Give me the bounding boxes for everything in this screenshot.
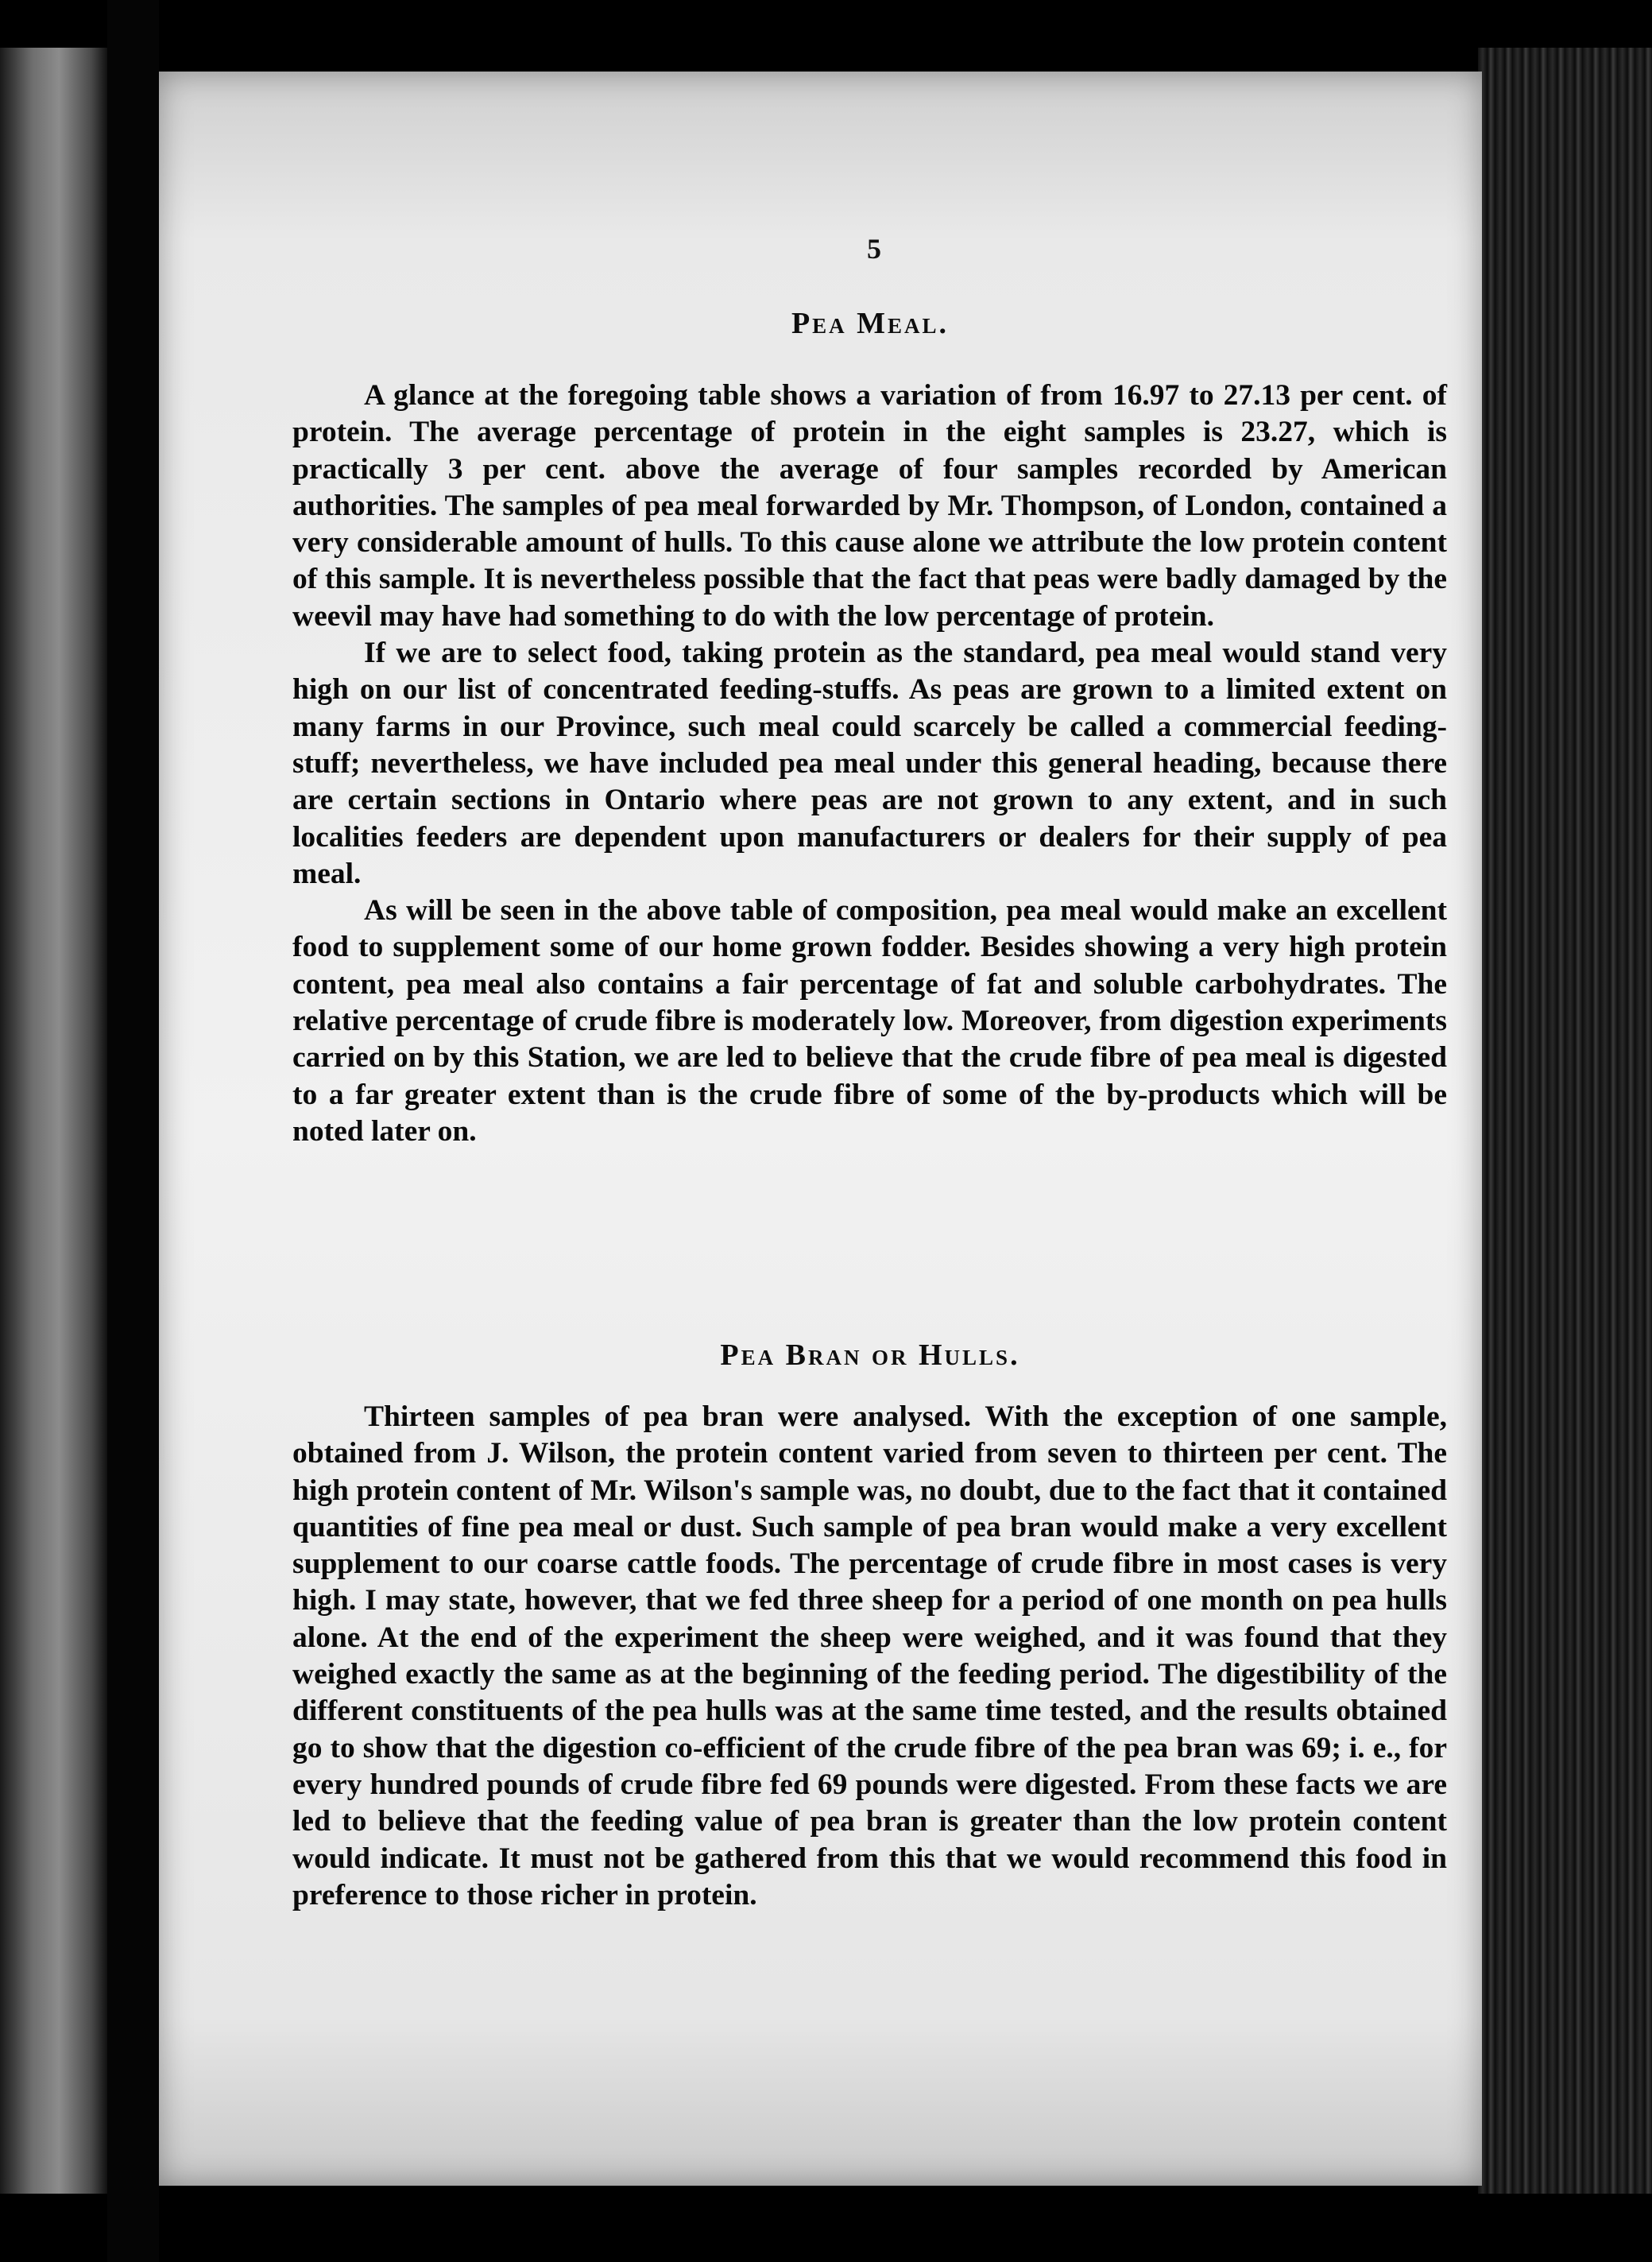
section-body-pea-bran — [292, 1399, 1447, 1914]
paragraph: As will be seen in the above table of composition, pea meal would make an excellent food to supplement some of our home grown fodder. Besides showing a very high protein content, pea meal also contains a fair percentage of fat and soluble carbohydrates. The relative percentage of crude fibre is moderately low. Moreover, from digestion experiments carried on by this Station, we are led to believe that the crude fibre of pea meal is digested to a far greater extent than is the crude fibre of some of the by-products which will be noted later on. — [292, 894, 1447, 1148]
page-stack-edges — [1478, 48, 1652, 2194]
paragraph: If we are to select food, taking protein as the standard, pea meal would stand very high on our list of concentrated feeding-stuffs. As peas are grown to a limited extent on many farms in our Province, such meal could scarcely be called a commercial feeding-stuff; nevertheless, we have included pea meal under this general heading, because there are certain sections in Ontario where peas are not grown to any extent, and in such localities feeders are dependent upon manufacturers or dealers for their supply of pea meal. — [292, 637, 1447, 890]
paragraph: A glance at the foregoing table shows a variation of from 16.97 to 27.13 per cent. of protein. The average percentage of protein in the eight samples is 23.27, which is practically 3 per cent. above the average of four samples recorded by American authorities. The samples of pea meal forwarded by Mr. Thompson, of London, contained a very considerable amount of hulls. To this cause alone we attribute the low protein content of this sample. It is nevertheless possible that the fact that peas were badly damaged by the weevil may have had something to do with the low percentage of protein. — [292, 379, 1447, 633]
section-heading-pea-meal: Pea Meal. — [791, 307, 950, 340]
facing-page-edge — [0, 48, 107, 2194]
section-body-pea-meal — [292, 378, 1447, 1150]
book-gutter — [107, 0, 159, 2262]
paragraph: Thirteen samples of pea bran were analysed. With the exception of one sample, obtained from J. Wilson, the protein content varied from seven to thirteen per cent. The high protein content of Mr. Wilson's sample was, no doubt, due to the fact that it contained quantities of fine pea meal or dust. Such sample of pea bran would make a very excellent supplement to our coarse cattle foods. The percentage of crude fibre in most cases is very high. I may state, however, that we fed three sheep for a period of one month on pea hulls alone. At the end of the experiment the sheep were weighed, and it was found that they weighed exactly the same as at the beginning of the feeding period. The digestibility of the different constituents of the pea hulls was at the same time tested, and the results obtained go to show that the digestion co-efficient of the crude fibre of the pea bran was 69; i. e., for every hundred pounds of crude fibre fed 69 pounds were digested. From these facts we are led to believe that the feeding value of pea bran is greater than the low protein content would indicate. It must not be gathered from this that we would recommend this food in preference to those richer in protein. — [292, 1400, 1447, 1911]
page-number: 5 — [867, 233, 881, 265]
section-heading-pea-bran: Pea Bran or Hulls. — [720, 1338, 1020, 1372]
